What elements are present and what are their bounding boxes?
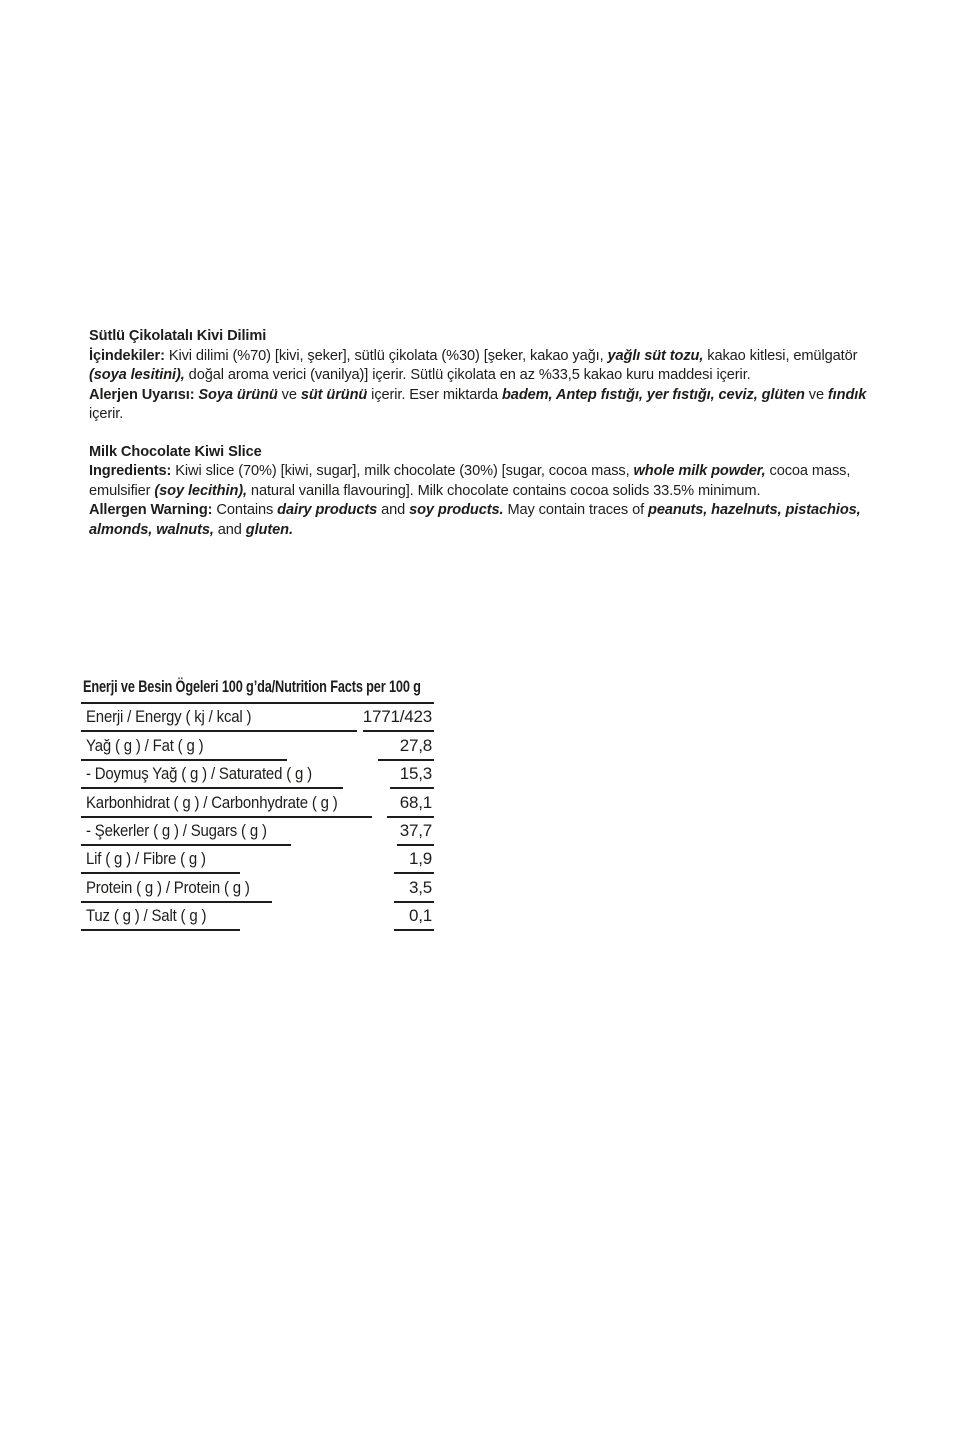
nutrition-row-label: - Doymuş Yağ ( g ) / Saturated ( g )	[81, 764, 343, 789]
turkish-product-title: Sütlü Çikolatalı Kivi Dilimi	[89, 328, 267, 344]
nutrition-row-label: Protein ( g ) / Protein ( g )	[81, 878, 272, 903]
english-section	[89, 443, 871, 541]
nutrition-row-value: 15,3	[390, 764, 434, 789]
nutrition-table-header	[81, 677, 434, 704]
nutrition-row-label: Karbonhidrat ( g ) / Carbonhydrate ( g )	[81, 793, 372, 818]
nutrition-row-energy	[81, 704, 434, 732]
nutrition-row-value: 1771/423	[363, 707, 434, 732]
nutrition-row-label: Tuz ( g ) / Salt ( g )	[81, 906, 240, 931]
nutrition-row-label: Lif ( g ) / Fibre ( g )	[81, 849, 240, 874]
nutrition-row-saturated-fat	[81, 761, 434, 789]
nutrition-row-label: Enerji / Energy ( kj / kcal )	[81, 707, 357, 732]
nutrition-table-body	[81, 704, 434, 931]
nutrition-row-value: 3,5	[394, 878, 434, 903]
nutrition-table-header-text: Enerji ve Besin Ögeleri 100 g’da/Nutrition Facts per 100 g	[83, 677, 421, 696]
english-product-title: Milk Chocolate Kiwi Slice	[89, 443, 262, 460]
nutrition-row-value: 1,9	[394, 849, 434, 874]
nutrition-facts-table	[81, 677, 434, 931]
nutrition-row-label: Yağ ( g ) / Fat ( g )	[81, 736, 287, 761]
nutrition-row-salt	[81, 903, 434, 931]
nutrition-row-fat	[81, 732, 434, 760]
nutrition-row-label: - Şekerler ( g ) / Sugars ( g )	[81, 821, 291, 846]
nutrition-row-sugars	[81, 818, 434, 846]
nutrition-row-value: 0,1	[394, 906, 434, 931]
nutrition-row-value: 68,1	[387, 793, 434, 818]
label-text-column	[89, 327, 871, 540]
nutrition-row-fibre	[81, 846, 434, 874]
turkish-allergen-paragraph: Alerjen Uyarısı: Soya ürünü ve süt ürünü içerir. Eser miktarda badem, Antep fıstığı, yer fıstığı, ceviz, glüten ve fındık içerir.	[89, 386, 867, 422]
turkish-ingredients-paragraph: İçindekiler: Kivi dilimi (%70) [kivi, şeker], sütlü çikolata (%30) [şeker, kakao yağı, yağlı süt tozu, kakao kitlesi, emülgatör (soya lesitini), doğal aroma verici (vanilya)] içerir. Sütlü çikolata en az %33,5 kakao kuru maddesi içerir.	[89, 347, 858, 383]
english-ingredients-paragraph: Ingredients: Kiwi slice (70%) [kiwi, sugar], milk chocolate (30%) [sugar, cocoa mass, whole milk powder, cocoa mass, emulsifier (soy lecithin), natural vanilla flavouring]. Milk chocolate contains cocoa solids 33.5% minimum.	[89, 463, 851, 499]
nutrition-row-value: 37,7	[397, 821, 434, 846]
nutrition-row-protein	[81, 874, 434, 902]
english-allergen-paragraph: Allergen Warning: Contains dairy products and soy products. May contain traces of peanuts, hazelnuts, pistachios, almonds, walnuts, and gluten.	[89, 502, 861, 538]
nutrition-row-value: 27,8	[378, 736, 434, 761]
nutrition-row-carbohydrate	[81, 789, 434, 817]
